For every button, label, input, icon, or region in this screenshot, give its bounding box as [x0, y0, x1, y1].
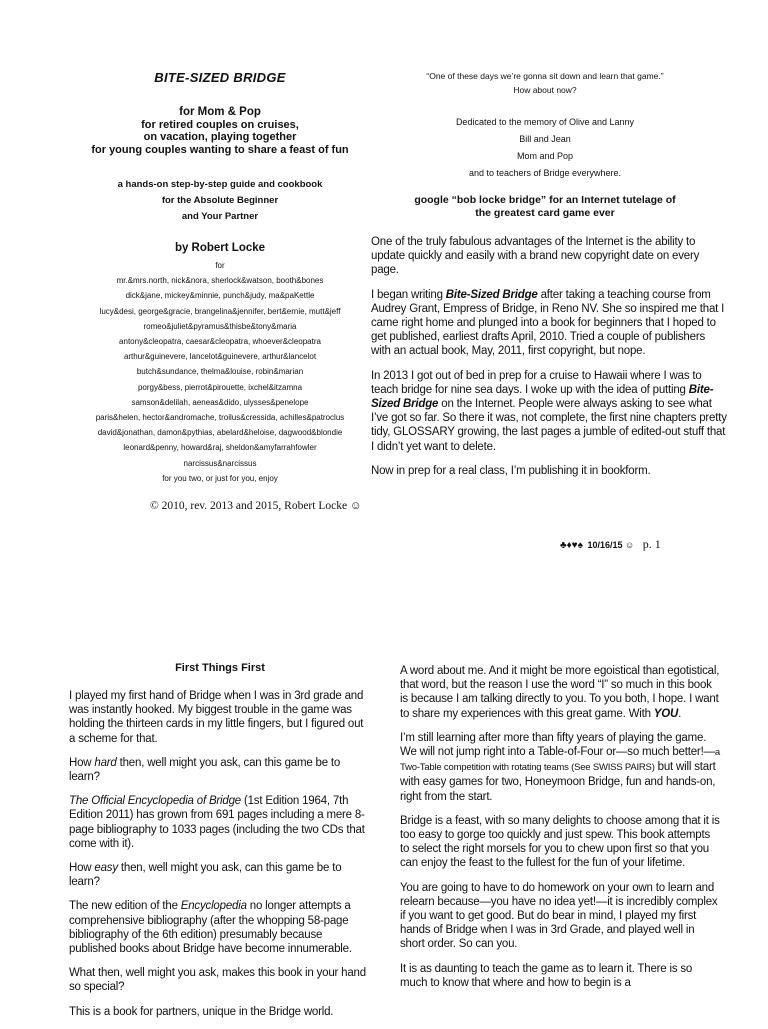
text: The new edition of the: [69, 900, 181, 913]
epigraph-answer: How about now?: [513, 85, 577, 95]
footer-date: 10/16/15 ☺: [587, 540, 635, 550]
intro-text: [371, 235, 727, 488]
dedication-line: lucy&desi, george&gracie, brangelina&jennifer, bert&ernie, mutt&jeff: [99, 306, 341, 316]
paragraph: [371, 288, 727, 359]
paragraph: [69, 861, 369, 889]
paragraph: It is as daunting to teach the game as to learn it. There is so much to know that where and how to begin is a: [400, 962, 693, 989]
text: then, well might you ask, can this game be to learn?: [69, 756, 341, 784]
dedication-line: samson&delilah, aeneas&dido, ulysses&penelope: [131, 397, 309, 407]
dedication-line: butch&sundance, thelma&louise, robin&marian: [136, 367, 304, 377]
emphasis: hard: [94, 756, 117, 769]
audience-line: for retired couples on cruises,: [141, 118, 299, 131]
epigraph-quote: “One of these days we’re gonna sit down and learn that game.”: [426, 71, 664, 81]
dedication-line: porgy&bess, pierrot&pirouette, ixchel&itzamna: [137, 382, 303, 392]
paragraph: I played my first hand of Bridge when I was in 3rd grade and was instantly hooked. My biggest trouble in the game was holding the thirteen cards in my little fingers, but I figured out a scheme for that.: [69, 690, 364, 745]
google-note: [375, 194, 715, 220]
paragraph: One of the truly fabulous advantages of the Internet is the ability to update quickly and easily with a brand new copyright date on every page.: [371, 236, 700, 277]
paragraph: [371, 369, 727, 454]
book-title: BITE-SIZED BRIDGE: [154, 70, 286, 85]
text: after taking a teaching course from Audrey Grant, Empress of Bridge, in Reno NV. She so inspired me that I came right home and plunged into a book for beginners that I hoped to get published, earliest drafts April, 2010. Tried a couple of publishers with an actual book, May, 2011, first copyright, but nope.: [371, 288, 725, 358]
paragraph: [69, 794, 369, 851]
dedication: [380, 114, 710, 182]
chapter-text-left: [69, 689, 369, 1029]
text: on the Internet. People were always asking to see what I’ve got so far. So there it was, not complete, the first nine chapters pretty tidy, GLOSSARY growing, the last pages a jumble of edited-out stuff that I didn’t yet want to delete.: [371, 398, 727, 453]
text: then, well might you ask, can this game be to learn?: [69, 862, 342, 889]
text: no longer attempts a comprehensive bibliography (after the whopping 58-page bibliography of the 6th edition) presumably because published books about Bridge have become innumerable.: [69, 900, 352, 956]
guide-line: and Your Partner: [181, 211, 259, 222]
page-number: p. 1: [642, 537, 661, 551]
emphasis: easy: [94, 862, 118, 875]
dedication-line: Bill and Jean: [519, 134, 571, 144]
text: (1st Edition 1964, 7th Edition 2011) has grown from 691 pages including a mere 8-page bibliography to 1033 pages (including the two CDs that come with it).: [69, 795, 365, 850]
dedication-line: leonard&penny, howard&raj, sheldon&amyfarrahfowler: [123, 443, 317, 453]
chapter-heading: First Things First: [175, 662, 265, 674]
book-title-inline: Bite-Sized Bridge: [371, 383, 714, 411]
chapter-text-right: [400, 664, 720, 1000]
copyright: © 2010, rev. 2013 and 2015, Robert Locke ☺: [150, 500, 362, 512]
dedication-line: and to teachers of Bridge everywhere.: [468, 168, 622, 178]
dedication-line: romeo&juliet&pyramus&thisbe&tony&maria: [143, 321, 297, 331]
dedication-line: Dedicated to the memory of Olive and Lanny: [455, 117, 635, 127]
text: but will start with easy games for two, Honeymoon Bridge, fun and hands-on, right from the start.: [400, 761, 716, 803]
audience-line: for Mom & Pop: [179, 106, 261, 118]
emphasis: The Official Encyclopedia of Bridge: [69, 795, 241, 808]
text: In 2013 I got out of bed in prep for a cruise to Hawaii where I was to teach bridge for nine sea days. I woke up with the idea of putting: [371, 369, 702, 396]
paragraph: [400, 731, 720, 804]
author: by Robert Locke: [174, 242, 266, 254]
paragraph: [69, 756, 369, 784]
audience-block: [60, 106, 380, 156]
text: I began writing: [371, 288, 446, 301]
small-text: a Two-Table competition with rotating teams (See SWISS PAIRS): [400, 747, 720, 774]
emphasis: Encyclopedia: [180, 900, 247, 913]
audience-line: on vacation, playing together: [143, 131, 297, 143]
text: How: [69, 756, 95, 769]
text: I’m still learning after more than fifty years of playing the game. We will not jump right into a Table-of-Four or—so much better!—: [400, 731, 715, 759]
dedication-list: [40, 258, 400, 486]
google-line: the greatest card game ever: [475, 207, 615, 219]
dedication-line: arthur&guinevere, lancelot&guinevere, arthur&lancelot: [123, 352, 317, 362]
guide-block: [60, 177, 380, 225]
dedication-line: mr.&mrs.north, nick&nora, sherlock&watson, booth&bones: [116, 276, 324, 286]
dedication-line: for you two, or just for you, enjoy: [162, 473, 278, 483]
guide-line: a hands-on step-by-step guide and cookbook: [117, 179, 323, 190]
paragraph: You are going to have to do homework on your own to learn and relearn because—you have no idea yet!—it is incredibly complex if you want to get good. But do bear in mind, I played my first hands of Bridge when I was in 3rd Grade, and played well in short order. So can you.: [400, 881, 718, 951]
dedication-line: paris&helen, hector&andromache, troilus&cressida, achilles&patroclus: [95, 413, 345, 423]
paragraph: [69, 899, 369, 956]
dedication-line: david&jonathan, damon&pythias, abelard&heloise, dagwood&blondie: [97, 428, 343, 438]
paragraph: [400, 664, 720, 721]
emphasis: YOU: [653, 707, 679, 720]
paragraph: What then, well might you ask, makes this book in your hand so special?: [69, 967, 366, 994]
paragraph: This is a book for partners, unique in the Bridge world.: [69, 1005, 334, 1018]
paragraph: Bridge is a feast, with so many delights to choose among that it is too easy to gorge too quickly and just spew. This book attempts to select the right morsels for you to chew upon first so that you can enjoy the feast to the fullest for the fun of your lifetime.: [400, 814, 720, 870]
book-title-inline: Bite-Sized Bridge: [445, 288, 538, 301]
dedication-line: antony&cleopatra, caesar&cleopatra, whoever&cleopatra: [119, 337, 321, 347]
title-block: [70, 70, 370, 85]
paragraph: Now in prep for a real class, I’m publishing it in bookform.: [371, 464, 651, 477]
text: A word about me. And it might be more egoistical than egotistical, that word, but the reason I use the word “I” so much in this book is because I am talking directly to you. To you both, I hope. I want to share my experiences with this great game. With: [400, 665, 720, 720]
epigraph: [380, 69, 710, 97]
page-footer: [560, 537, 730, 552]
card-suits-icon: ♣♦♥♠: [560, 540, 583, 551]
dedication-line: dick&jane, mickey&minnie, punch&judy, ma&paKettle: [125, 291, 315, 301]
dedication-line: narcissus&narcissus: [183, 458, 257, 468]
text: .: [678, 707, 682, 720]
guide-line: for the Absolute Beginner: [161, 195, 279, 206]
dedication-line: for: [215, 261, 225, 270]
text: How: [69, 862, 95, 875]
audience-line: for young couples wanting to share a feast of fun: [91, 143, 349, 156]
dedication-line: Mom and Pop: [516, 151, 574, 161]
google-line: google “bob locke bridge” for an Internet tutelage of: [414, 194, 676, 206]
